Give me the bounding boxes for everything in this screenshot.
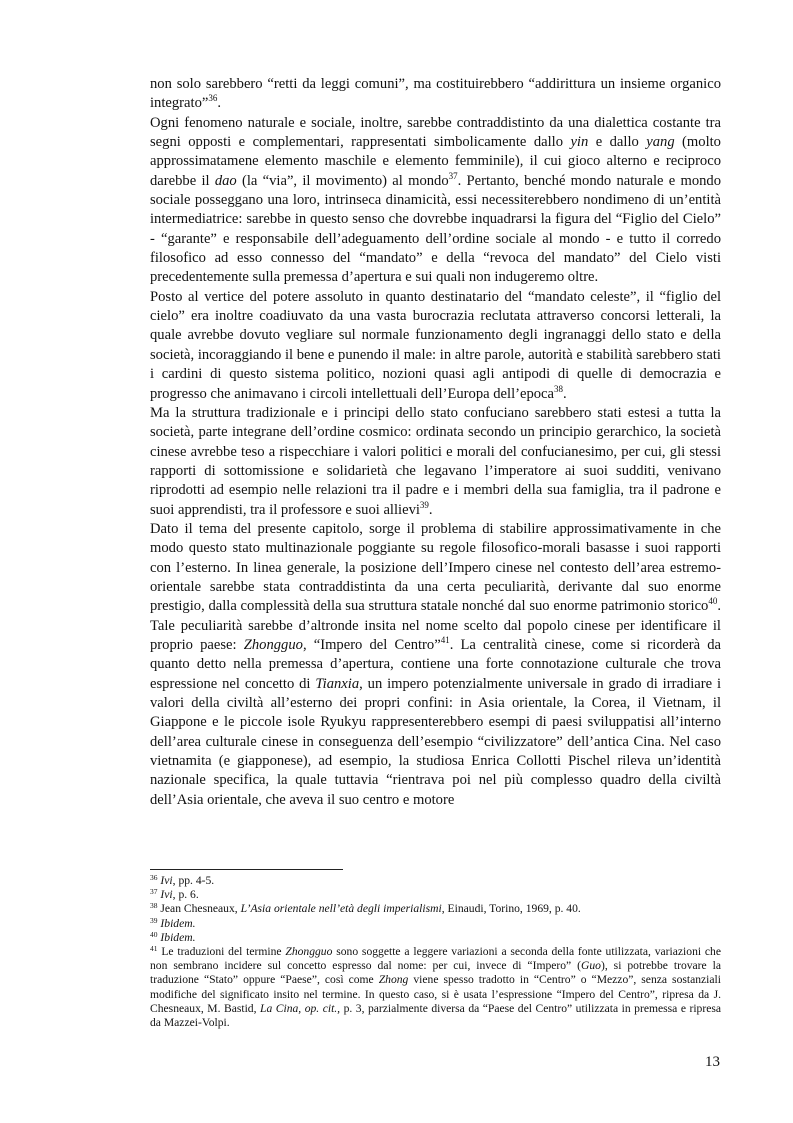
paragraph: [150, 520, 721, 810]
paragraph: [150, 288, 721, 404]
text-run: , pp. 4-5.: [172, 874, 215, 887]
footnote-ref: 36: [150, 873, 158, 882]
italic-text: Ivi: [160, 888, 173, 902]
footnote-ref: 40: [150, 929, 158, 939]
italic-text: Zhong: [378, 973, 409, 987]
footnote-ref: 37: [150, 887, 158, 897]
text-run: , un impero potenzialmente universale in grado di irradiare i valori della civiltà all’esterno dei propri confini: in Asia orientale, la Corea, il Vietnam, il Giappone e le piccole isole Ryukyu rappresenterebbero esempi di paesi sviluppatisi all’interno dell’area culturale cinese in conseguenza dell’esempio “civilizzatore” dell’antica Cina. Nel caso vietnamita (e giapponese), ad esempio, la studiosa Enrica Collotti Pischel rileva un’identità nazionale specifica, la quale tuttavia “rientrava poi nel più complesso quadro della civiltà dell’Asia orientale, che aveva il suo centro e motore: [150, 675, 722, 808]
italic-text: Tianxia: [315, 675, 360, 692]
italic-text: L’Asia orientale nell’età degli imperialismi: [240, 902, 442, 916]
footnote: [150, 917, 721, 931]
italic-text: yin: [570, 134, 589, 151]
text-run: non solo sarebbero “retti da leggi comuni”, ma costituirebbero “addirittura un insieme organico integrato”: [150, 76, 721, 112]
text-run: Ma la struttura tradizionale e i principi dello stato confuciano sarebbero stati estesi a tutta la società, parte integrane dell’ordine cosmico: ordinata secondo un principio gerarchico, la società cinese avrebbe teso a rispecchiare i valori politici e morali del confucianesimo, per cui, gli stessi rapporti di sottomissione e solidarietà che legavano l’imperatore ai suoi sudditi, venivano riprodotti ad esempio nelle relazioni tra il padre e i membri della sua famiglia, tra il padrone e suoi apprendisti, tra il professore e suoi allievi: [150, 404, 721, 518]
text-run: , Einaudi, Torino, 1969, p. 40.: [441, 902, 581, 916]
italic-text: La Cina, op. cit.,: [260, 1001, 341, 1015]
paragraph: [150, 404, 721, 520]
italic-text: dao: [214, 172, 237, 189]
footnote-ref: 41: [440, 634, 450, 645]
footnote: [150, 888, 721, 902]
text-run: sono soggette a leggere variazioni a seconda della fonte utilizzata, variazioni che non sembrano incidere sul concetto espresso dal nome: per cui, invece di “Impero” (: [150, 945, 721, 973]
footnote: [150, 874, 721, 888]
italic-text: Ibidem.: [160, 930, 196, 944]
text-run: . Pertanto, benché mondo naturale e mondo sociale posseggano una loro, intrinseca dinamicità, essi necessiterebbero nondimeno di un’entità intermediatrice: sarebbe in questo senso che dovrebbe inquadrarsi la figura del “Figlio del Cielo” - “garante” e responsabile dell’adeguamento dell’ordine sociale al mondo - e tutto il corredo filosofico ad esso connesso del “mandato” e della “revoca del mandato” del Cielo visti precedentemente sulla premessa d’apertura e sui quali non indugeremo oltre.: [150, 172, 722, 286]
italic-text: Ibidem.: [160, 916, 196, 930]
paragraph: [150, 114, 721, 288]
footnote-ref: 41: [150, 944, 158, 954]
text-run: p. 3, parzialmente diversa da “Paese del Centro” utilizzata in premessa e ripresa da Mazzei-Volpi.: [150, 1001, 722, 1030]
text-run: .: [563, 385, 567, 402]
text-run: Ogni fenomeno naturale e sociale, inoltre, sarebbe contraddistinto da una dialettica costante tra segni opposti e complementari, rappresentati simbolicamente dallo: [150, 114, 721, 151]
italic-text: Zhongguo: [243, 636, 303, 653]
page-number: 13: [705, 1054, 720, 1070]
paragraph: [150, 75, 721, 114]
footnote: [150, 931, 721, 945]
footnote-ref: 37: [448, 170, 458, 181]
footnote: [150, 945, 721, 1030]
footnote-ref: 39: [419, 499, 429, 510]
italic-text: yang: [646, 134, 675, 151]
footnote-separator: [150, 869, 343, 870]
text-run: , “Impero del Centro”: [302, 636, 441, 653]
text-run: Jean Chesneaux,: [157, 902, 241, 916]
text-run: .: [217, 95, 222, 112]
text-run: ), si potrebbe trovare la traduzione “Stato” oppure “Paese”, così come: [150, 959, 721, 987]
text-run: . Tale peculiarità sarebbe d’altronde insita nel nome scelto dal popolo cinese per identificare il proprio paese:: [150, 598, 721, 653]
text-run: , p. 6.: [172, 888, 199, 902]
text-run: .: [428, 501, 433, 518]
italic-text: Zhongguo: [285, 945, 333, 959]
text-run: (la “via”, il movimento) al mondo: [236, 172, 449, 189]
footnote-ref: 39: [150, 915, 158, 925]
text-run: Posto al vertice del potere assoluto in quanto destinatario del “mandato celeste”, il “figlio del cielo” era inoltre coadiuvato da una vasta burocrazia reclutata attraverso concorsi letterali, la quale avrebbe dovuto vegliare sul normale funzionamento degli ingranaggi dello stato e della società, incoraggiando il bene e punendo il male: in altre parole, autorità e stabilità sarebbero stati i cardini di questo sistema politico, nozioni quasi agli antipodi di quelle di democrazia e progresso che animavano i circoli intellettuali dell’Europa dell’epoca: [150, 288, 721, 402]
footnote: [150, 902, 721, 916]
text-run: Dato il tema del presente capitolo, sorge il problema di stabilire approssimativamente in che modo questo stato multinazionale poggiante su regole filosofico-morali basasse i suoi rapporti con l’esterno. In linea generale, la posizione dell’Impero cinese nel contesto dell’area estremo-orientale sarebbe stata contraddistinta da una certa peculiarità, derivante dal suo enorme prestigio, dalla complessità della sua struttura statale nonché dal suo enorme patrimonio storico: [150, 520, 721, 615]
text-run: Le traduzioni del termine: [157, 945, 286, 959]
footnote-ref: 38: [554, 383, 564, 394]
italic-text: Ivi: [160, 874, 173, 887]
text-run: viene spesso tradotto in “Centro” o “Mezzo”, senza sostanziali modifiche del significato insito nel termine. In questo caso, si è usata l’espressione “Impero del Centro”, ripresa da J. Chesneaux, M. Bastid,: [150, 973, 721, 1015]
text-run: e dallo: [588, 134, 647, 151]
body-text: [150, 75, 721, 810]
text-run: (molto approssimatamene elemento maschile e elemento femminile), il cui gioco alterno e reciproco darebbe il: [150, 134, 721, 189]
footnote-ref: 40: [708, 596, 718, 607]
footnote-ref: 38: [150, 901, 158, 911]
text-run: . La centralità cinese, come si ricorderà da quanto detto nella premessa d’apertura, contiene una forte connotazione culturale che trova espressione nel concetto di: [150, 636, 721, 692]
footnotes: [150, 874, 721, 1030]
italic-text: Guo: [581, 959, 601, 973]
footnote-ref: 36: [208, 93, 218, 104]
